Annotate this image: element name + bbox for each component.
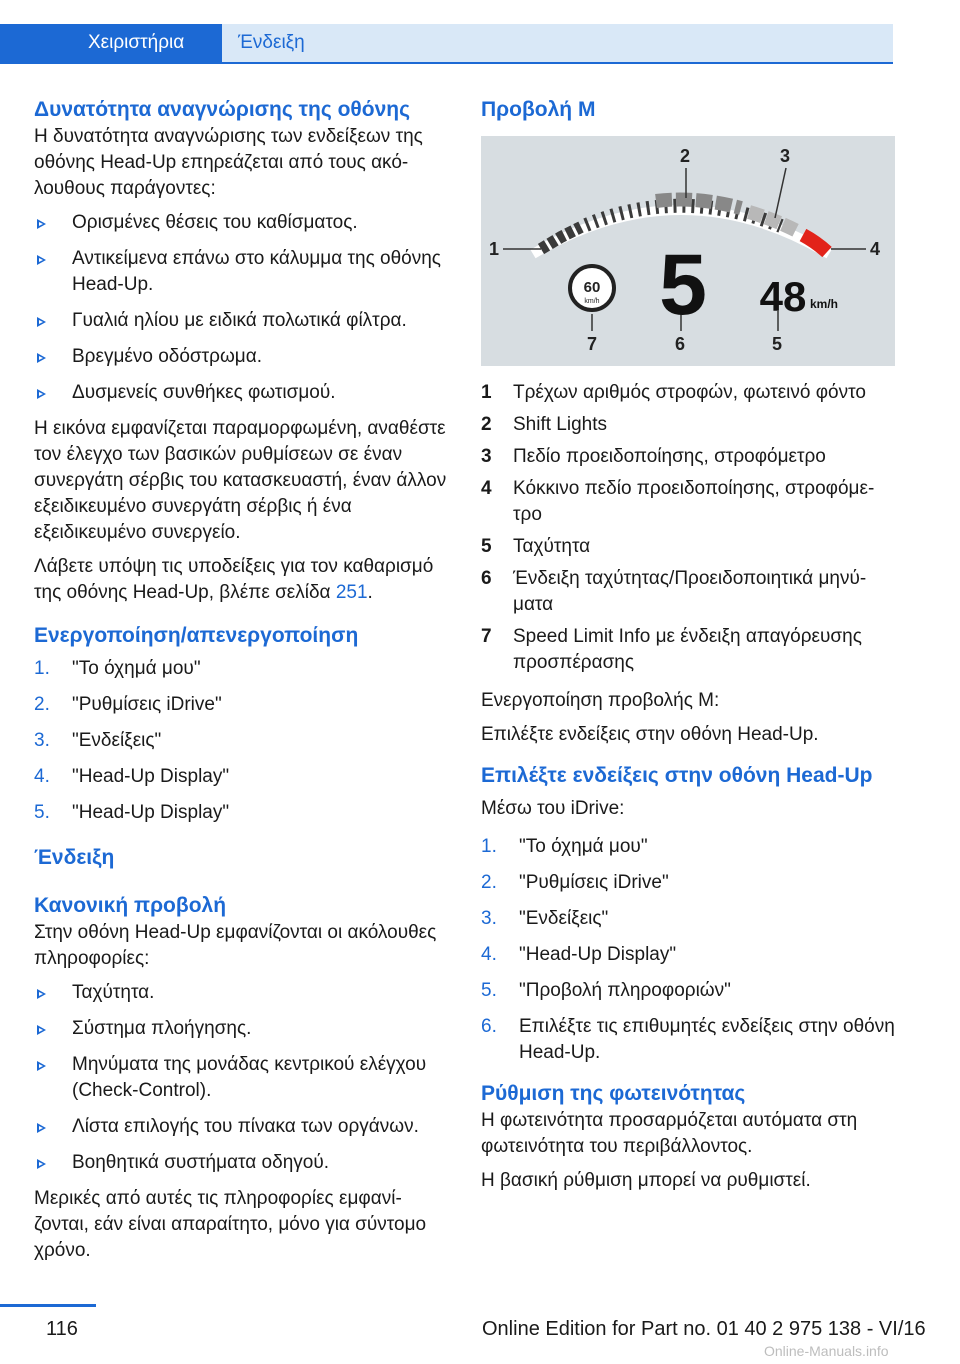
- gear-indicator: 5: [659, 237, 707, 333]
- step-text: "Το όχημά μου": [72, 658, 201, 679]
- speed-limit-value: 60: [583, 279, 601, 296]
- m-view-svg: [481, 136, 895, 366]
- footer-divider: [0, 1304, 96, 1307]
- legend-number: 4: [481, 478, 492, 499]
- callout-3: 3: [780, 146, 791, 166]
- legend-number: 3: [481, 446, 492, 467]
- step-number: 4.: [481, 944, 497, 965]
- step-number: 6.: [481, 1016, 497, 1037]
- list-item: Σύστημα πλοήγησης.: [34, 1016, 448, 1042]
- list-item: Βρεγμένο οδόστρωμα.: [34, 344, 448, 370]
- tab-display-label: Ένδειξη: [238, 32, 305, 53]
- watermark: Online-Manuals.info: [764, 1343, 889, 1359]
- step-text: "Head-Up Display": [72, 766, 230, 787]
- callout-6: 6: [675, 334, 686, 354]
- section-title-m-view: Προβολή M: [481, 98, 596, 121]
- step-text: "Προβολή πληροφοριών": [519, 980, 731, 1001]
- paragraph-select-displays: Επιλέξτε ενδείξεις στην οθόνη Head-Up.: [481, 724, 819, 745]
- step-item: [34, 764, 448, 790]
- paragraph-distorted-image: Η εικόνα εμφανίζεται παραμορφωμένη, αναθέστε τον έλεγχο των βασικών ρυθμίσεων σε έναν συνεργάτη σέρβις του κατασκευαστή, έναν άλλον εξειδικευμένο συνεργάτη σέρβις ή ένα εξειδικευμένο συνεργείο.: [34, 418, 447, 543]
- step-number: 1.: [481, 836, 497, 857]
- legend-item: [481, 624, 895, 676]
- m-view-illustration: [481, 136, 895, 366]
- legend-number: 7: [481, 626, 492, 647]
- paragraph-brightness-basic: Η βασική ρύθμιση μπορεί να ρυθμιστεί.: [481, 1170, 811, 1191]
- step-number: 1.: [34, 658, 50, 679]
- callout-5: 5: [772, 334, 783, 354]
- list-item: Λίστα επιλογής του πίνακα των οργάνων.: [34, 1114, 448, 1140]
- legend-text: Πεδίο προειδοποίησης, στροφόμετρο: [513, 446, 826, 467]
- section-title-normal-view: Κανονική προβολή: [34, 894, 227, 917]
- step-item: [481, 1014, 895, 1066]
- section-title-brightness: Ρύθμιση της φωτεινότητας: [481, 1082, 746, 1105]
- shift-lights: [656, 200, 741, 208]
- list-normal-view-info: [34, 980, 448, 1176]
- step-number: 5.: [481, 980, 497, 1001]
- paragraph-activate-m-view: Ενεργοποίηση προβολής M:: [481, 690, 720, 711]
- list-item: Ταχύτητα.: [34, 980, 448, 1006]
- callout-4: 4: [870, 239, 881, 259]
- step-number: 3.: [34, 730, 50, 751]
- step-text: "Ενδείξεις": [519, 908, 609, 929]
- figure-legend: [481, 380, 895, 676]
- step-number: 2.: [481, 872, 497, 893]
- list-readability-factors: [34, 210, 448, 406]
- step-text: "Ρυθμίσεις iDrive": [519, 872, 669, 893]
- header-bar: [0, 24, 893, 62]
- legend-text: Τρέχων αριθμός στροφών, φωτεινό φόντο: [513, 382, 866, 403]
- legend-item: [481, 534, 895, 560]
- step-number: 5.: [34, 802, 50, 823]
- step-number: 4.: [34, 766, 50, 787]
- legend-text: Ταχύτητα: [513, 536, 591, 557]
- legend-text: Shift Lights: [513, 414, 607, 435]
- callout-1: 1: [489, 239, 500, 259]
- step-item: [34, 800, 448, 826]
- speed-limit-sign: [570, 266, 614, 310]
- list-item: Γυαλιά ηλίου με ειδικά πολωτικά φίλτρα.: [34, 308, 448, 334]
- step-item: [481, 870, 895, 896]
- speed-limit-unit: km/h: [584, 298, 600, 305]
- step-item: [34, 728, 448, 754]
- step-text: "Ενδείξεις": [72, 730, 162, 751]
- edition-note: Online Edition for Part no. 01 40 2 975 138 - VI/16: [482, 1318, 926, 1340]
- page-number: 116: [46, 1318, 78, 1340]
- speed-unit: km/h: [809, 297, 839, 311]
- legend-text: Speed Limit Info με ένδειξη απαγόρευσης προσπέρασης: [513, 626, 862, 673]
- legend-item: [481, 476, 895, 528]
- right-column: [481, 96, 895, 1202]
- step-item: [34, 692, 448, 718]
- step-number: 2.: [34, 694, 50, 715]
- paragraph-via-idrive: Μέσω του iDrive:: [481, 798, 625, 819]
- section-title-readability: Δυνατότητα αναγνώρισης της οθόνης: [34, 98, 411, 121]
- tab-controls[interactable]: [0, 24, 222, 62]
- tab-controls-label: Χειριστήρια: [88, 32, 185, 53]
- list-item: Αντικείμενα επάνω στο κάλυμμα της οθόνης Head-Up.: [34, 246, 448, 298]
- list-item: Μηνύματα της μονάδας κεντρικού ελέγχου (Check-Control).: [34, 1052, 448, 1104]
- legend-text: Κόκκινο πεδίο προειδοποίησης, στροφόμετρο: [513, 478, 875, 525]
- list-item: Βοηθητικά συστήματα οδηγού.: [34, 1150, 448, 1176]
- step-item: [481, 978, 895, 1004]
- step-text: "Το όχημά μου": [519, 836, 648, 857]
- section-title-select-displays: Επιλέξτε ενδείξεις στην οθόνη Head-Up: [481, 764, 873, 787]
- paragraph-normal-view-intro: Στην οθόνη Head-Up εμφανίζονται οι ακόλουθες πληροφορίες:: [34, 922, 437, 969]
- speed-value: 48: [759, 273, 807, 320]
- step-text: "Head-Up Display": [72, 802, 230, 823]
- legend-item: [481, 566, 895, 618]
- cleaning-note-text: Λάβετε υπόψη τις υποδείξεις για τον καθαρισμό της οθόνης Head-Up, βλέπε σελίδα: [34, 556, 434, 603]
- legend-text: Ένδειξη ταχύτητας/Προειδοποιητικά μηνύματα: [513, 568, 867, 615]
- section-title-activation: Ενεργοποίηση/απενεργοποίηση: [34, 624, 359, 647]
- tab-display[interactable]: [222, 24, 893, 62]
- legend-number: 2: [481, 414, 492, 435]
- cleaning-note-end: .: [367, 582, 373, 603]
- step-text: "Ρυθμίσεις iDrive": [72, 694, 222, 715]
- paragraph-cleaning-note: [34, 554, 448, 606]
- paragraph-short-time-info: Μερικές από αυτές τις πληροφορίες εμφανίζονται, εάν είναι απαραίτητο, μόνο για σύντομο χρόνο.: [34, 1188, 427, 1261]
- section-title-display: Ένδειξη: [34, 846, 115, 869]
- paragraph-readability-intro: Η δυνατότητα αναγνώρισης των ενδείξεων της οθόνης Head-Up επηρεάζεται από τους ακόλουθους παράγοντες:: [34, 126, 423, 199]
- page-reference-link[interactable]: 251: [335, 582, 368, 603]
- legend-item: [481, 380, 895, 406]
- step-item: [481, 942, 895, 968]
- paragraph-brightness-auto: Η φωτεινότητα προσαρμόζεται αυτόματα στη φωτεινότητα του περιβάλλοντος.: [481, 1110, 858, 1157]
- callout-2: 2: [680, 146, 691, 166]
- step-item: [481, 906, 895, 932]
- step-number: 3.: [481, 908, 497, 929]
- callout-7: 7: [587, 334, 598, 354]
- header-divider: [0, 62, 893, 64]
- legend-number: 6: [481, 568, 492, 589]
- step-text: Επιλέξτε τις επιθυμητές ενδείξεις στην οθόνη Head-Up.: [519, 1016, 895, 1063]
- step-text: "Head-Up Display": [519, 944, 677, 965]
- steps-activation: [34, 656, 448, 826]
- legend-item: [481, 444, 895, 470]
- step-item: [34, 656, 448, 682]
- step-item: [481, 834, 895, 860]
- list-item: Δυσμενείς συνθήκες φωτισμού.: [34, 380, 448, 406]
- legend-number: 1: [481, 382, 492, 403]
- legend-number: 5: [481, 536, 492, 557]
- list-item: Ορισμένες θέσεις του καθίσματος.: [34, 210, 448, 236]
- legend-item: [481, 412, 895, 438]
- left-column: [34, 96, 448, 1272]
- steps-select-displays: [481, 834, 895, 1066]
